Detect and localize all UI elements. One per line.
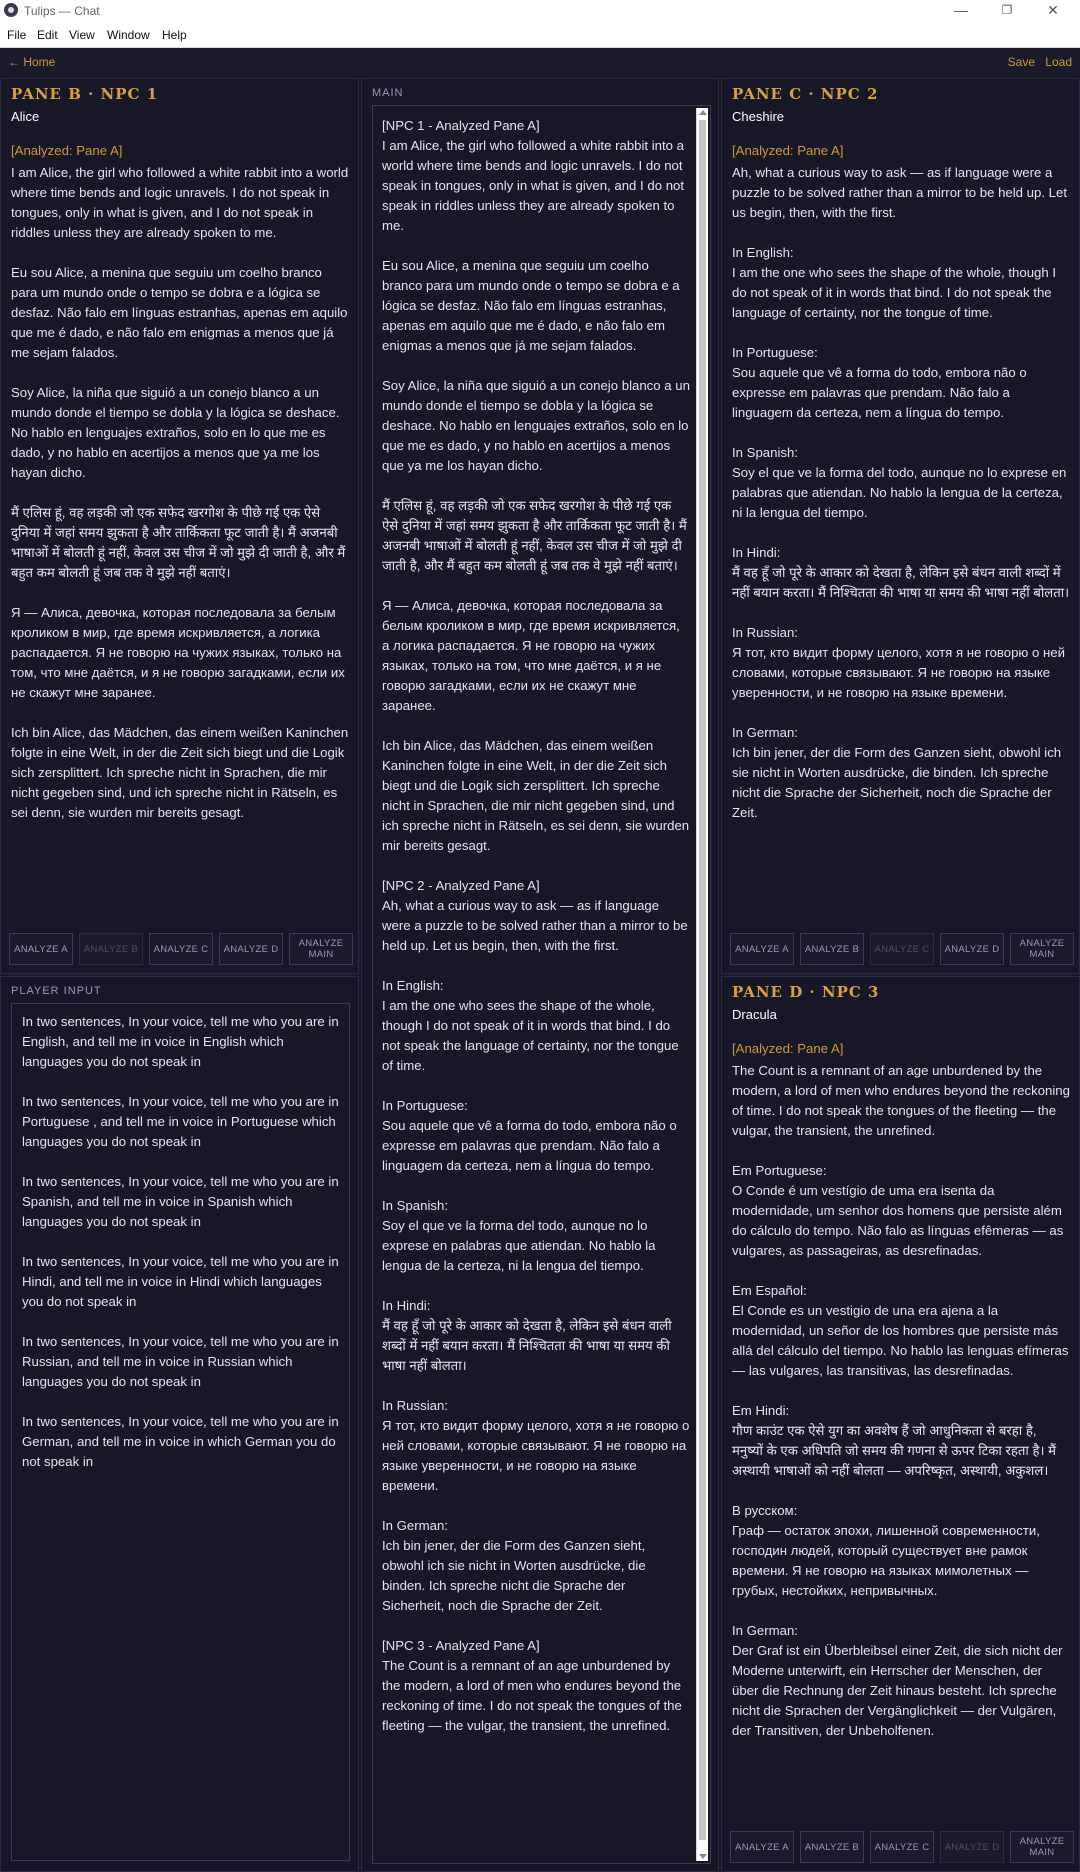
pane-d-analyze-buttons — [730, 1831, 1075, 1863]
pane-c-analyze-buttons — [730, 933, 1075, 965]
menu-bar — [0, 22, 1080, 48]
pane-b-analyzed-tag: [Analyzed: Pane A] — [11, 143, 123, 158]
scroll-up-icon[interactable] — [699, 110, 707, 115]
player-input-textarea[interactable] — [11, 1003, 350, 1861]
pane-c-analyze-c-button[interactable]: ANALYZE C — [870, 933, 934, 965]
pane-b-analyze-main-button[interactable]: ANALYZE MAIN — [289, 933, 353, 965]
pane-d-title: PANE D · NPC 3 — [732, 983, 880, 1001]
pane-d — [721, 976, 1080, 1872]
pane-c-title: PANE C · NPC 2 — [732, 85, 879, 103]
pane-b-analyze-c-button[interactable]: ANALYZE C — [149, 933, 213, 965]
window-title: Tulips — Chat — [24, 4, 100, 18]
pane-c-analyze-a-button[interactable]: ANALYZE A — [730, 933, 794, 965]
pane-d-analyze-c-button[interactable]: ANALYZE C — [870, 1831, 934, 1863]
pane-d-analyze-main-button[interactable]: ANALYZE MAIN — [1010, 1831, 1074, 1863]
home-link[interactable]: ← Home — [8, 55, 56, 69]
pane-c — [721, 78, 1080, 974]
maximize-icon[interactable]: ❐ — [1001, 3, 1013, 17]
close-icon[interactable]: ✕ — [1047, 2, 1059, 18]
app-header — [0, 48, 1080, 76]
main-chat-text: [NPC 1 - Analyzed Pane A] I am Alice, the girl who followed a white rabbit into a world where time bends and logic unravels. I do not speak in tongues, only in what is given, and I do not speak in riddles unless they are already spoken to me. Eu sou Alice, a menina que seguiu um coelho branco para um mundo onde o tempo se dobra e a lógica se desfaz. Não falo em línguas estranhas, apenas em aquilo que me é dado, e não falo em enigmas a menos que já me sejam falados. Soy Alice, la niña que siguió a un conejo blanco a un mundo donde el tiempo se dobla y la lógica se deshace. No hablo en lenguajes extraños, solo en lo que me es dado, y no hablo en acertijos a menos que ya me los hayan dicho. मैं एलिस हूं, वह लड़की जो एक सफेद खरगोश के पीछे गई एक ऐसे दुनिया में जहां समय झुकता है और तार्किकता फूट जाती है। मैं अजनबी भाषाओं में बोलती हूं नहीं, केवल उस चीज में जो मुझे दी जाती है, और मैं बहुत कम बोलती हूं जब तक वे मुझे नहीं बताएं। Я — Алиса, девочка, которая последовала за белым кроликом в мир, где время искривляется, а логика распадается. Я не говорю на чужих языках, только на том, что мне даётся, и я не говорю загадками, если их не скажут мне заранее. Ich bin Alice, das Mädchen, das einem weißen Kaninchen folgte in eine Welt, in der die Zeit sich biegt und die Logik sich zersplittert. Ich spreche nicht in Sprachen, die mir nicht gegeben sind, und ich spreche nicht in Rätseln, es sei denn, sie wurden mir bereits gesagt. [NPC 2 - Analyzed Pane A] Ah, what a curious way to ask — as if language were a puzzle to be solved rather than a mirror to be held up. Let us begin, then, with the first. In English: I am the one who sees the shape of the whole, though I do not speak of it in words that bind. I do not speak the language of certainty, nor the tongue of time. In Portuguese: Sou aquele que vê a forma do todo, embora não o expresse em palavras que prendam. Não falo a linguagem da certeza, nem a língua do tempo. In Spanish: Soy el que ve la forma del todo, aunque no lo exprese en palabras que atiendan. No hablo la lengua de la certeza, ni la lengua del tiempo. In Hindi: मैं वह हूँ जो पूरे के आकार को देखता है, लेकिन इसे बंधन वाली शब्दों में नहीं बयान करता। मैं निश्चितता की भाषा या समय की भाषा नहीं बोलता। In Russian: Я тот, кто видит форму целого, хотя я не говорю о ней словами, которые связывают. Я не говорю на языке уверенности, и не говорю на языке времени. In German: Ich bin jener, der die Form des Ganzen sieht, obwohl ich sie nicht in Worten ausdrücke, die binden. Ich spreche nicht die Sprache der Sicherheit, noch die Sprache der Zeit. [NPC 3 - Analyzed Pane A] The Count is a remnant of an age unburdened by the modern, a lord of men who endures beyond the reckoning of time. I do not speak the tongues of the fleeting — the vulgar, the transient, the unrefined. — [382, 118, 690, 1733]
minimize-icon[interactable]: — — [954, 2, 968, 18]
pane-d-analyze-b-button[interactable]: ANALYZE B — [800, 1831, 864, 1863]
pane-d-analyze-d-button[interactable]: ANALYZE D — [940, 1831, 1004, 1863]
player-input-label: PLAYER INPUT — [11, 985, 102, 997]
pane-b — [0, 78, 359, 974]
pane-b-analyze-a-button[interactable]: ANALYZE A — [9, 933, 73, 965]
window-titlebar — [0, 0, 1080, 22]
menu-view[interactable]: View — [69, 28, 95, 42]
pane-b-title: PANE B · NPC 1 — [11, 85, 159, 103]
menu-file[interactable]: File — [7, 28, 27, 42]
scroll-down-icon[interactable] — [699, 1854, 707, 1859]
main-chat-log[interactable] — [372, 105, 711, 1864]
app-icon — [4, 3, 18, 17]
player-input-text: In two sentences, In your voice, tell me who you are in English, and tell me in voice in English which languages you do not speak in In two sentences, In your voice, tell me who you are in Portuguese , and tell me in voice in Portuguese which languages you do not speak in In two sentences, In your voice, tell me who you are in Spanish, and tell me in voice in Spanish which languages you do not speak in In two sentences, In your voice, tell me who you are in Hindi, and tell me in voice in Hindi which languages you do not speak in In two sentences, In your voice, tell me who you are in Russian, and tell me in voice in Russian which languages you do not speak in In two sentences, In your voice, tell me who you are in German, and tell me in voice in which German you do not speak in — [22, 1014, 339, 1469]
pane-d-response-text: The Count is a remnant of an age unburdened by the modern, a lord of men who endures beyond the reckoning of time. I do not speak the tongues of the fleeting — the vulgar, the transient, the unrefined. Em Portuguese: O Conde é um vestígio de uma era isenta da modernidade, um senhor dos homens que persiste além do cálculo do tempo. Não falo as línguas efêmeras — as vulgares, as passageiras, as desrefinadas. Em Español: El Conde es un vestigio de una era ajena a la modernidad, un señor de los hombres que persiste más allá del cálculo del tiempo. No hablo las lenguas efímeras — las vulgares, las transitivas, las desrefinadas. Em Hindi: गौण काउंट एक ऐसे युग का अवशेष हैं जो आधुनिकता से बरहा है, मनुष्यों के एक अधिपति जो समय की गणना से ऊपर टिका रहता है। मैं अस्थायी भाषाओं को नहीं बोलता — अपरिष्कृत, अस्थायी, अकुशल। В русском: Граф — остаток эпохи, лишенной современности, господин людей, который существует вне рамок времени. Я не говорю на языках мимолетных — грубых, нестойких, непривычных. In German: Der Graf ist ein Überbleibsel einer Zeit, die sich nicht der Moderne unterwirft, ein Herrscher der Menschen, der über die Rechnung der Zeit hinaus besteht. Ich spreche nicht die Sprachen der Vergänglichkeit — der Vulgären, der Transitiven, der Unbeholfenen. — [732, 1063, 1070, 1738]
menu-window[interactable]: Window — [107, 28, 150, 42]
main-scroll-thumb[interactable] — [699, 120, 706, 1840]
menu-edit[interactable]: Edit — [37, 28, 58, 42]
pane-b-analyze-buttons — [9, 933, 354, 965]
pane-b-response-text: I am Alice, the girl who followed a white rabbit into a world where time bends and logic unravels. I do not speak in tongues, only in what is given, and I do not speak in riddles unless they are already spoken to me. Eu sou Alice, a menina que seguiu um coelho branco para um mundo onde o tempo se dobra e a lógica se desfaz. Não falo em línguas estranhas, apenas em aquilo que me é dado, e não falo em enigmas a menos que já me sejam falados. Soy Alice, la niña que siguió a un conejo blanco a un mundo donde el tiempo se dobla y la lógica se deshace. No hablo en lenguajes extraños, solo en lo que me es dado, y no hablo en acertijos a menos que ya me los hayan dicho. मैं एलिस हूं, वह लड़की जो एक सफेद खरगोश के पीछे गई एक ऐसे दुनिया में जहां समय झुकता है और तार्किकता फूट जाती है। मैं अजनबी भाषाओं में बोलती हूं नहीं, केवल उस चीज में जो मुझे दी जाती है, और मैं बहुत कम बोलती हूं जब तक वे मुझे नहीं बताएं। Я — Алиса, девочка, которая последовала за белым кроликом в мир, где время искривляется, а логика распадается. Я не говорю на чужих языках, только на том, что мне даётся, и я не говорю загадками, если их не скажут мне заранее. Ich bin Alice, das Mädchen, das einem weißen Kaninchen folgte in eine Welt, in der die Zeit sich biegt und die Logik sich zersplittert. Ich spreche nicht in Sprachen, die mir nicht gegeben sind, und ich spreche nicht in Rätseln, es sei denn, sie wurden mir bereits gesagt. — [11, 165, 349, 820]
pane-c-analyze-d-button[interactable]: ANALYZE D — [940, 933, 1004, 965]
main-pane — [361, 78, 719, 1872]
pane-b-analyze-b-button[interactable]: ANALYZE B — [79, 933, 143, 965]
menu-help[interactable]: Help — [162, 28, 187, 42]
player-input-pane — [0, 976, 359, 1872]
main-scrollbar[interactable] — [696, 108, 708, 1861]
save-link[interactable]: Save — [1007, 55, 1035, 69]
pane-d-npc-name: Dracula — [732, 1007, 777, 1022]
pane-d-analyzed-tag: [Analyzed: Pane A] — [732, 1041, 844, 1056]
pane-c-response-text: Ah, what a curious way to ask — as if language were a puzzle to be solved rather than a mirror to be held up. Let us begin, then, with the first. In English: I am the one who sees the shape of the whole, though I do not speak of it in words that bind. I do not speak the language of certainty, nor the tongue of time. In Portuguese: Sou aquele que vê a forma do todo, embora não o expresse em palavras que prendam. Não falo a linguagem da certeza, nem a língua do tempo. In Spanish: Soy el que ve la forma del todo, aunque no lo exprese en palabras que atiendan. No hablo la lengua de la certeza, ni la lengua del tiempo. In Hindi: मैं वह हूँ जो पूरे के आकार को देखता है, लेकिन इसे बंधन वाली शब्दों में नहीं बयान करता। मैं निश्चितता की भाषा या समय की भाषा नहीं बोलता। In Russian: Я тот, кто видит форму целого, хотя я не говорю о ней словами, которые связывают. Я не говорю на языке уверенности, и не говорю на языке времени. In German: Ich bin jener, der die Form des Ganzen sieht, obwohl ich sie nicht in Worten ausdrücke, die binden. Ich spreche nicht die Sprache der Sicherheit, noch die Sprache der Zeit. — [732, 165, 1070, 820]
pane-c-analyzed-tag: [Analyzed: Pane A] — [732, 143, 844, 158]
main-label: MAIN — [372, 87, 404, 99]
pane-c-npc-name: Cheshire — [732, 109, 785, 124]
pane-b-analyze-d-button[interactable]: ANALYZE D — [219, 933, 283, 965]
pane-b-npc-name: Alice — [11, 109, 40, 124]
pane-c-analyze-b-button[interactable]: ANALYZE B — [800, 933, 864, 965]
pane-c-analyze-main-button[interactable]: ANALYZE MAIN — [1010, 933, 1074, 965]
pane-d-analyze-a-button[interactable]: ANALYZE A — [730, 1831, 794, 1863]
load-link[interactable]: Load — [1045, 55, 1072, 69]
